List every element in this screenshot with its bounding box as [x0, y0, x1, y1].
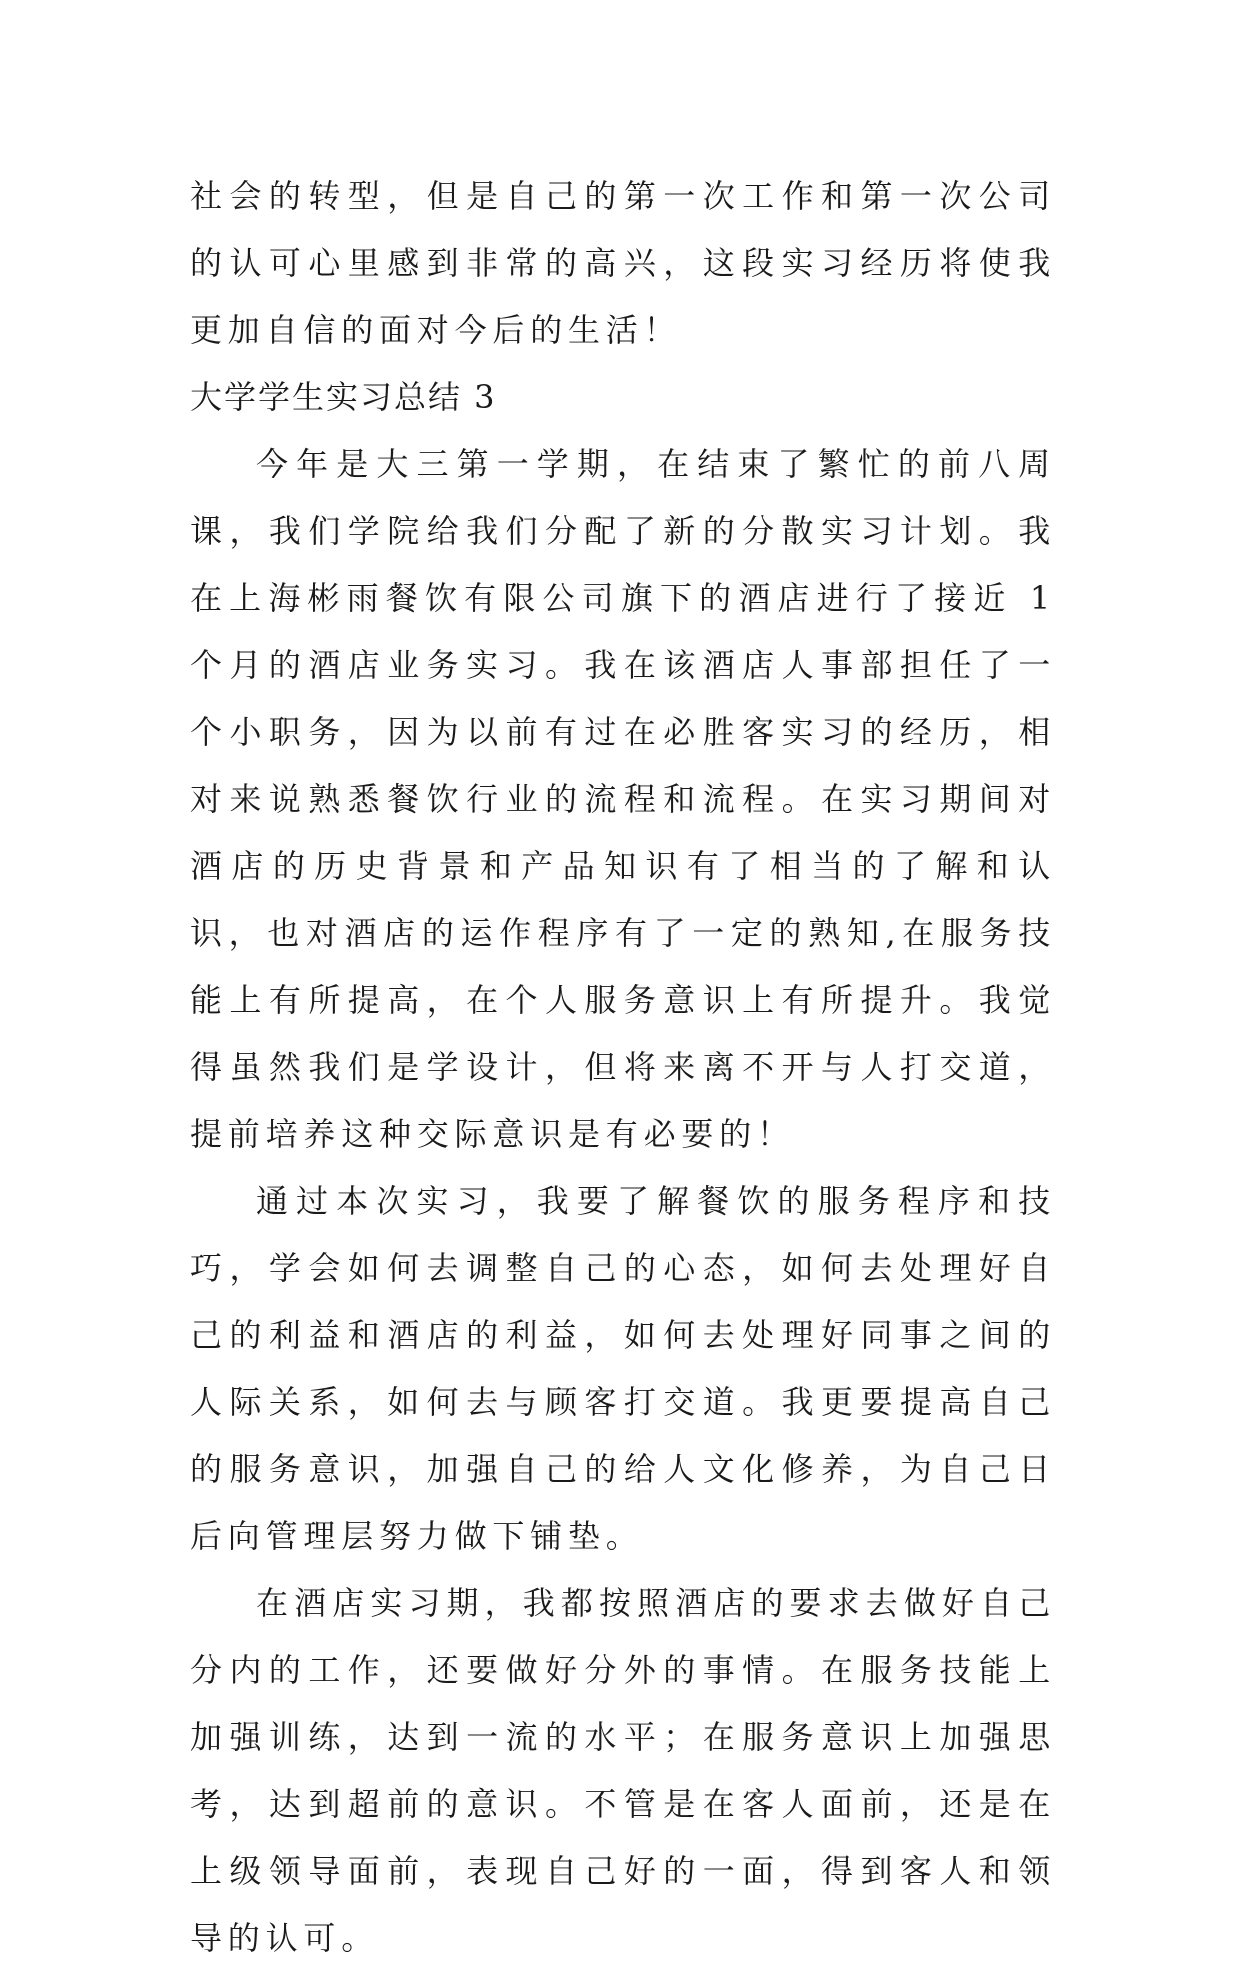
continuation-paragraph: 社会的转型，但是自己的第一次工作和第一次公司的认可心里感到非常的高兴，这段实习经历将使我更加自信的面对今后的生活！: [190, 177, 1056, 349]
paragraph-1: 今年是大三第一学期，在结束了繁忙的前八周课，我们学院给我们分配了新的分散实习计划。我在上海彬雨餐饮有限公司旗下的酒店进行了接近 1 个月的酒店业务实习。我在该酒店人事部担任了一个小职务，因为以前有过在必胜客实习的经历，相对来说熟悉餐饮行业的流程和流程。在实习期间对酒店的历史背景和产品知识有了相当的了解和认识，也对酒店的运作程序有了一定的熟知,在服务技能上有所提高，在个人服务意识上有所提升。我觉得虽然我们是学设计，但将来离不开与人打交道，提前培养这种交际意识是有必要的！: [190, 445, 1056, 1153]
section-title: 大学学生实习总结 3: [190, 378, 497, 416]
paragraph-3: 在酒店实习期，我都按照酒店的要求去做好自己分内的工作，还要做好分外的事情。在服务技能上加强训练，达到一流的水平；在服务意识上加强思考，达到超前的意识。不管是在客人面前，还是在上级领导面前，表现自己好的一面，得到客人和领导的认可。: [190, 1584, 1056, 1957]
paragraph-2: 通过本次实习，我要了解餐饮的服务程序和技巧，学会如何去调整自己的心态，如何去处理好自己的利益和酒店的利益，如何去处理好同事之间的人际关系，如何去与顾客打交道。我更要提高自己的服务意识，加强自己的给人文化修养，为自己日后向管理层努力做下铺垫。: [190, 1182, 1056, 1555]
document-body: [190, 163, 1056, 1972]
